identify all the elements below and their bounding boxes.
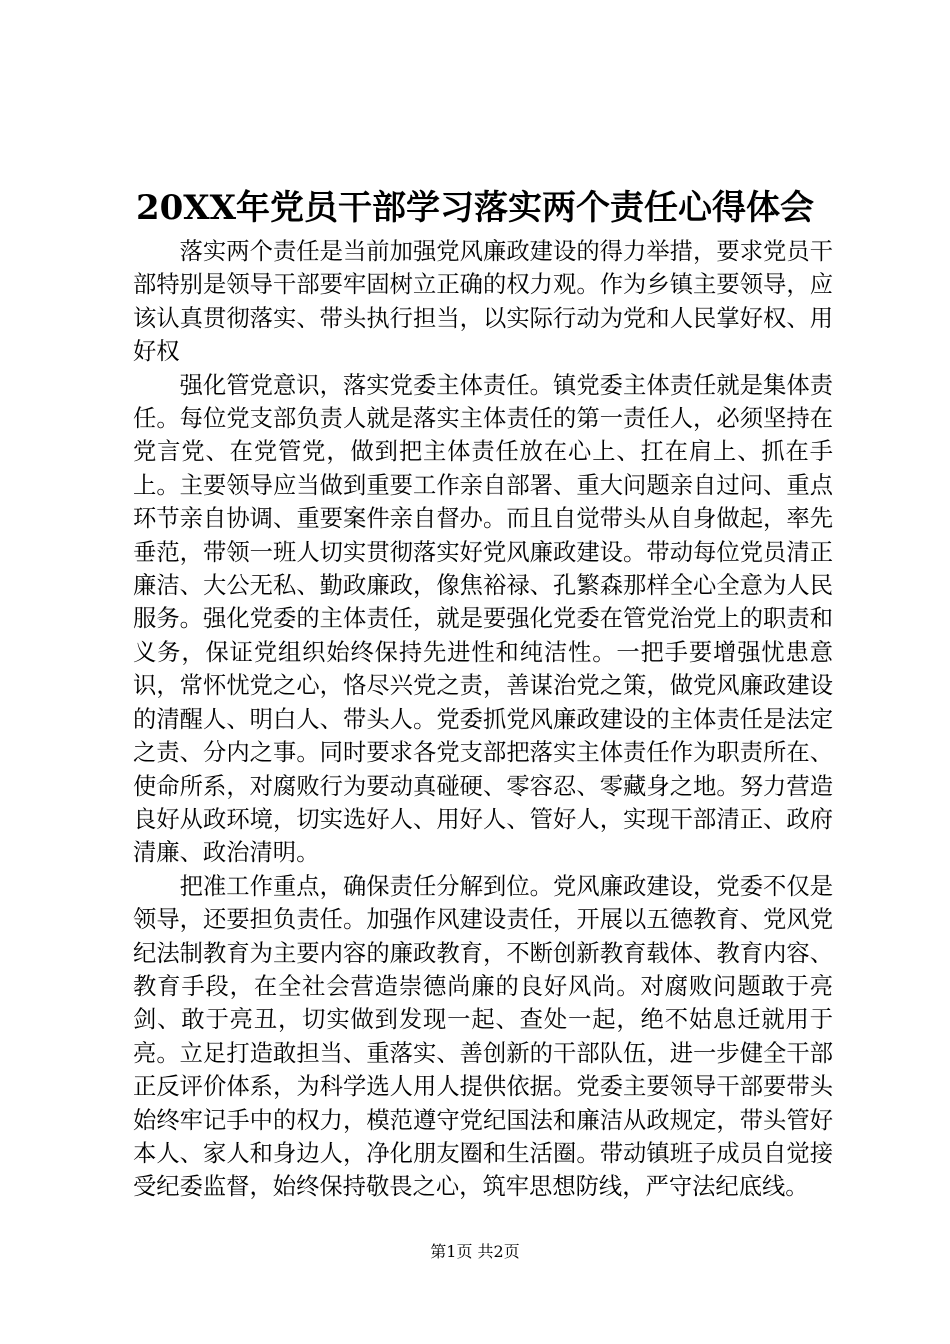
document-body — [133, 235, 833, 1204]
paragraph-work-focus: 把准工作重点，确保责任分解到位。党风廉政建设，党委不仅是领导，还要担负责任。加强作风建设责任，开展以五德教育、党风党纪法制教育为主要内容的廉政教育，不断创新教育载体、教育内容、教育手段，在全社会营造崇德尚廉的良好风尚。对腐败问题敢于亮剑、敢于亮丑，切实做到发现一起、查处一起，绝不姑息迁就用于亮。立足打造敢担当、重落实、善创新的干部队伍，进一步健全干部正反评价体系，为科学选人用人提供依据。党委主要领导干部要带头始终牢记手中的权力，模范遵守党纪国法和廉洁从政规定，带头管好本人、家人和身边人，净化朋友圈和生活圈。带动镇班子成员自觉接受纪委监督，始终保持敬畏之心，筑牢思想防线，严守法纪底线。 — [133, 872, 833, 1201]
paragraph-intro: 落实两个责任是当前加强党风廉政建设的得力举措，要求党员干部特别是领导干部要牢固树立正确的权力观。作为乡镇主要领导，应该认真贯彻落实、带头执行担当，以实际行动为党和人民掌好权、用好权 — [133, 238, 833, 366]
document-title: 20XX年党员干部学习落实两个责任心得体会 — [135, 188, 815, 228]
paragraph-party-responsibility: 强化管党意识，落实党委主体责任。镇党委主体责任就是集体责任。每位党支部负责人就是落实主体责任的第一责任人，必须坚持在党言党、在党管党，做到把主体责任放在心上、扛在肩上、抓在手上。主要领导应当做到重要工作亲自部署、重大问题亲自过问、重点环节亲自协调、重要案件亲自督办。而且自觉带头从自身做起，率先垂范，带领一班人切实贯彻落实好党风廉政建设。带动每位党员清正廉洁、大公无私、勤政廉政，像焦裕禄、孔繁森那样全心全意为人民服务。强化党委的主体责任，就是要强化党委在管党治党上的职责和义务，保证党组织始终保持先进性和纯洁性。一把手要增强忧患意识，常怀忧党之心，恪尽兴党之责，善谋治党之策，做党风廉政建设的清醒人、明白人、带头人。党委抓党风廉政建设的主体责任是法定之责、分内之事。同时要求各党支部把落实主体责任作为职责所在、使命所系，对腐败行为要动真碰硬、零容忍、零藏身之地。努力营造良好从政环境，切实选好人、用好人、管好人，实现干部清正、政府清廉、政治清明。 — [133, 371, 833, 867]
page-footer: 第1页 共2页 — [430, 1242, 520, 1261]
